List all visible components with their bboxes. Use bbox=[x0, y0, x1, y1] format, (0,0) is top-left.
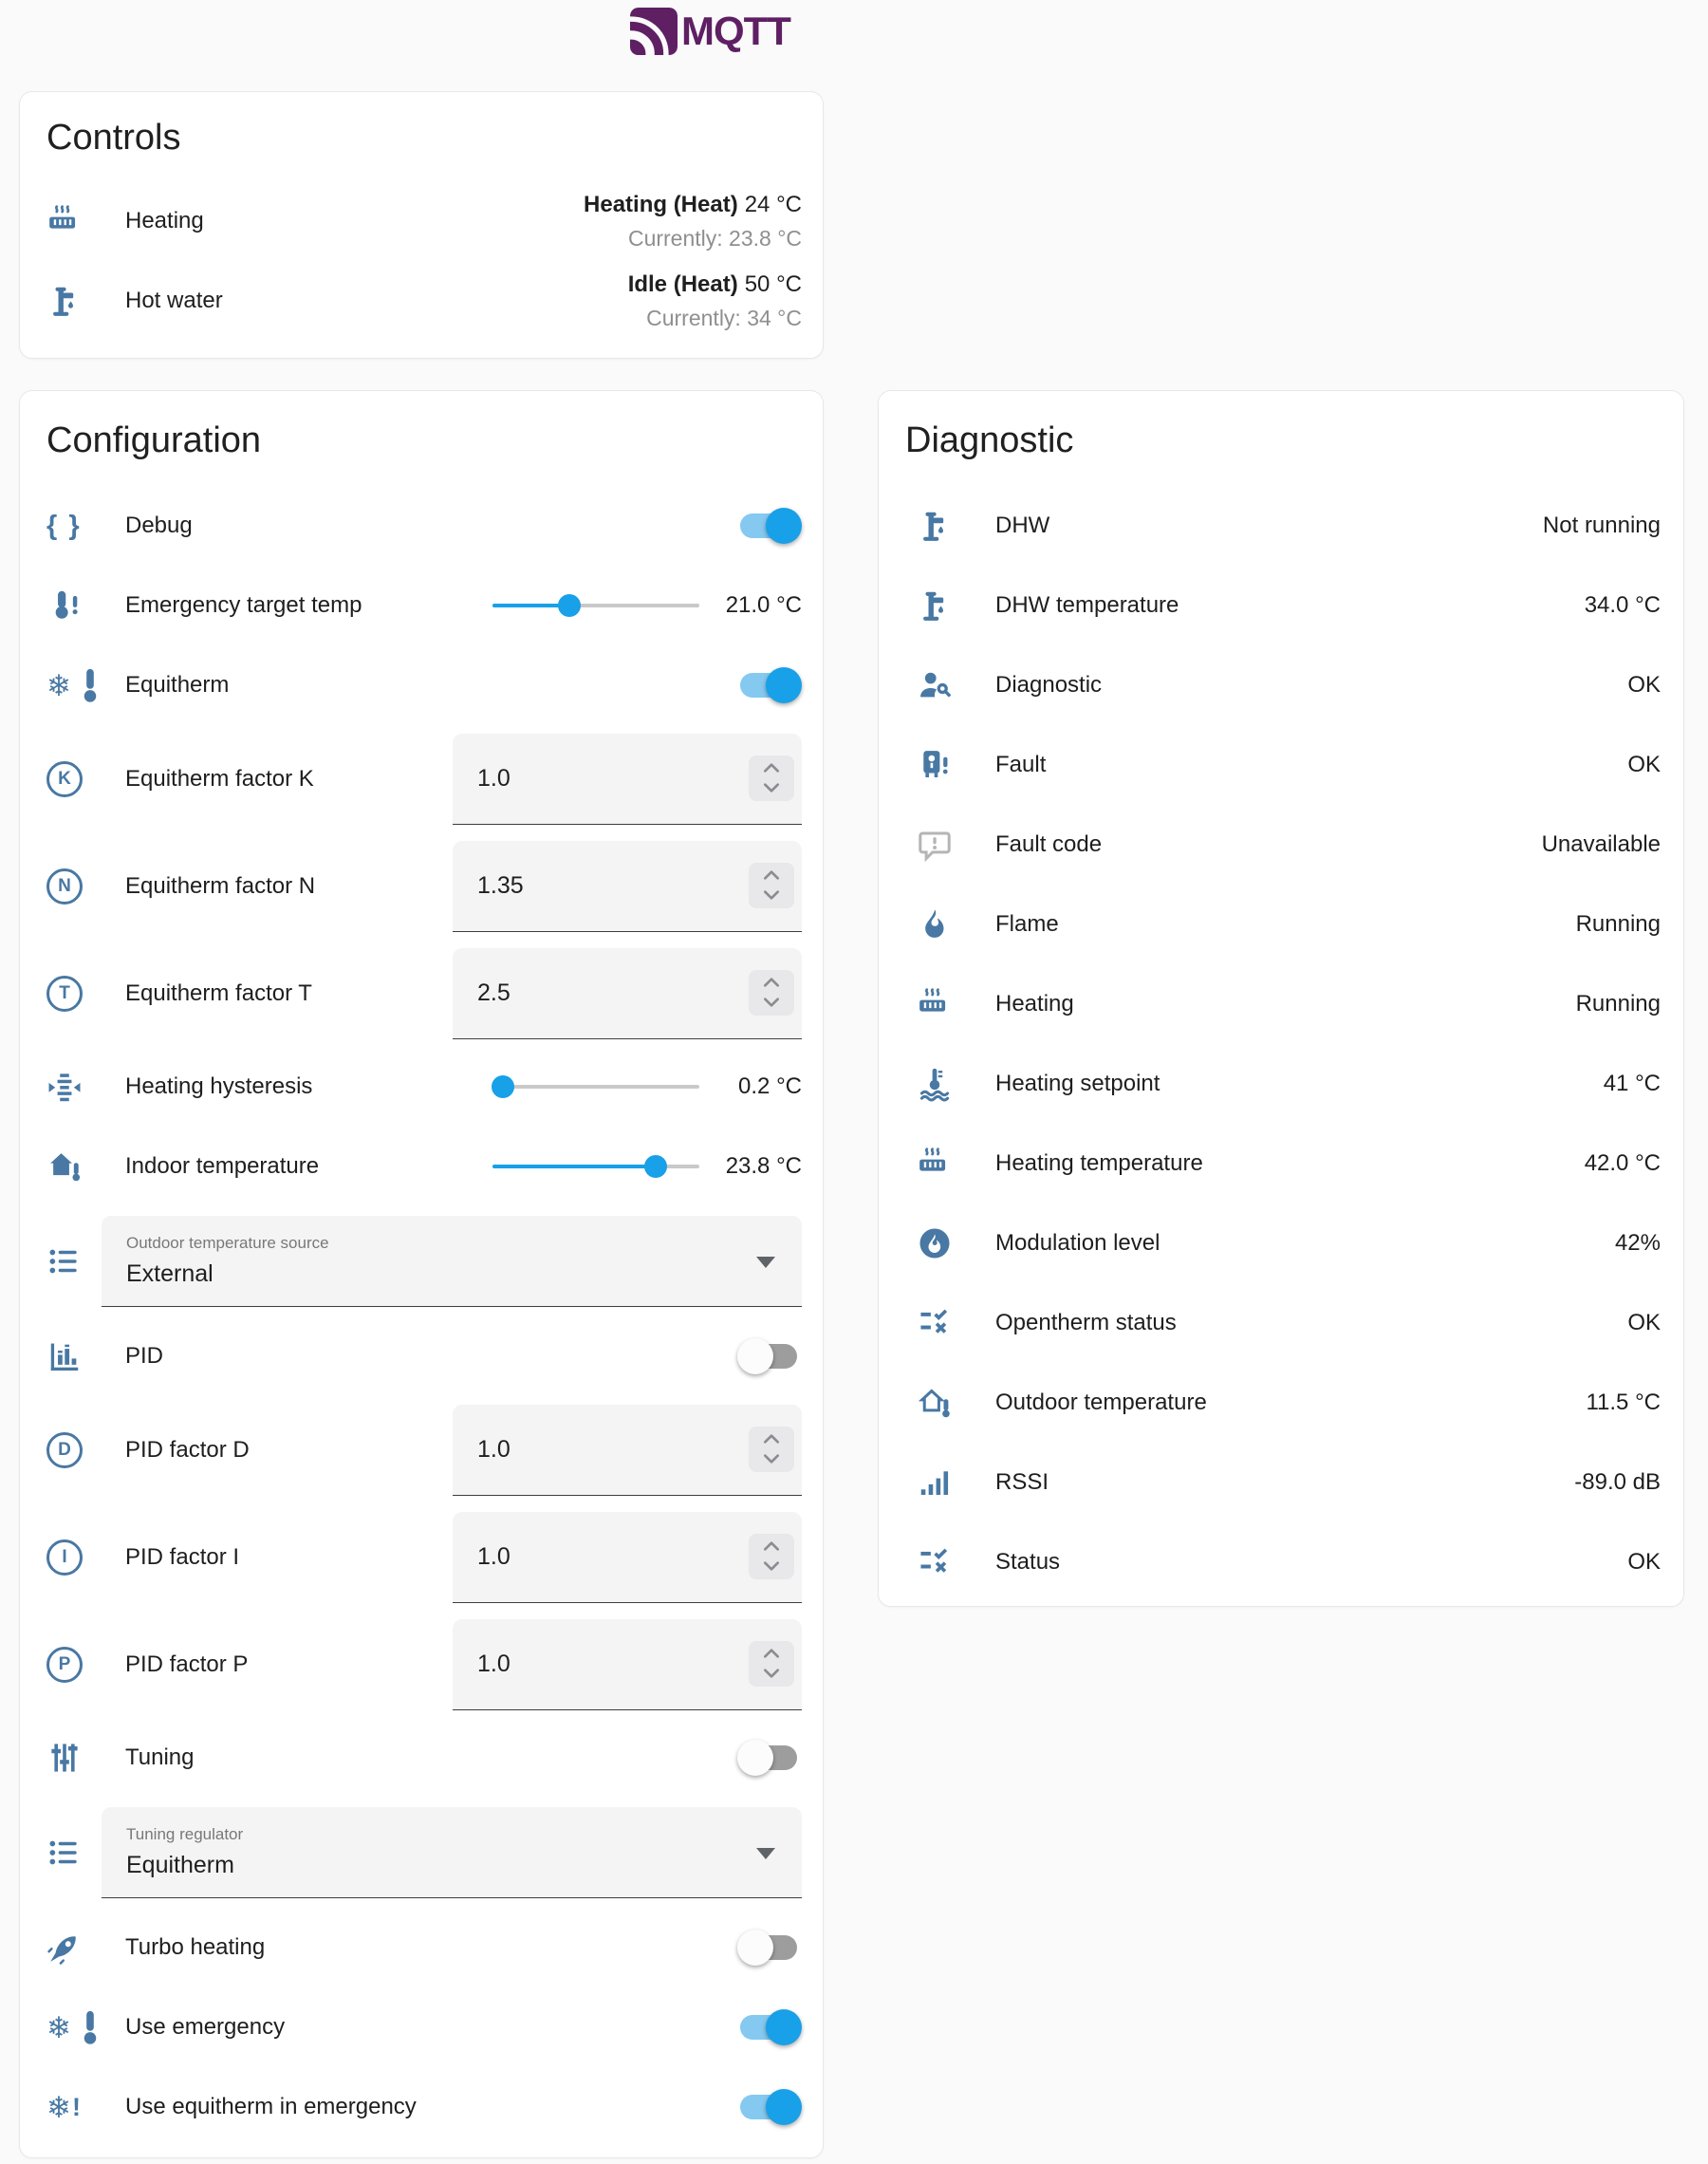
increment-icon[interactable] bbox=[763, 760, 780, 777]
water-pump-icon bbox=[905, 588, 972, 624]
configuration-card bbox=[19, 390, 824, 2158]
pid-factor-d-input[interactable] bbox=[453, 1405, 802, 1496]
row-label: DHW bbox=[995, 513, 1050, 538]
pid-toggle[interactable] bbox=[737, 1337, 802, 1375]
equitherm-factor-k-stepper[interactable] bbox=[749, 756, 794, 801]
toggle-thumb bbox=[766, 2089, 802, 2125]
diag-row-modulation-level bbox=[905, 1203, 1661, 1283]
equitherm-factor-n-input[interactable] bbox=[453, 841, 802, 932]
climate-target-temp: 24 °C bbox=[744, 191, 802, 217]
row-label: PID factor P bbox=[125, 1651, 249, 1677]
row-value: Not running bbox=[1542, 513, 1661, 538]
row-value: 11.5 °C bbox=[1586, 1390, 1661, 1415]
row-value: -89.0 dB bbox=[1574, 1469, 1661, 1495]
code-braces-icon: { } bbox=[46, 510, 82, 541]
row-label: Flame bbox=[995, 911, 1059, 937]
row-label: PID factor I bbox=[125, 1543, 240, 1570]
row-label: Emergency target temp bbox=[125, 592, 362, 618]
row-label: Diagnostic bbox=[995, 672, 1103, 698]
row-value: OK bbox=[1627, 1549, 1661, 1575]
diag-row-dhw bbox=[905, 486, 1661, 566]
diag-row-outdoor-temperature bbox=[905, 1363, 1661, 1443]
turbo-heating-toggle[interactable] bbox=[737, 1929, 802, 1967]
toggle-thumb bbox=[766, 667, 802, 703]
row-label: Use equitherm in emergency bbox=[125, 2094, 417, 2119]
row-label: Heating bbox=[995, 991, 1074, 1017]
row-label: Equitherm factor T bbox=[125, 979, 312, 1006]
row-value: 34.0 °C bbox=[1584, 592, 1661, 618]
control-row-heating[interactable] bbox=[46, 181, 802, 261]
toggle-thumb bbox=[766, 2009, 802, 2045]
home-thermometer-icon bbox=[46, 1148, 102, 1185]
row-label: Modulation level bbox=[995, 1230, 1160, 1256]
number-input-value: 1.0 bbox=[477, 1435, 511, 1463]
config-row-pid-factor-p bbox=[46, 1611, 802, 1718]
row-value: 41 °C bbox=[1603, 1071, 1661, 1096]
message-alert-icon bbox=[905, 827, 972, 863]
row-label: Equitherm bbox=[125, 672, 230, 698]
radiator-icon bbox=[905, 1146, 972, 1182]
dropdown-caret-icon bbox=[756, 1257, 775, 1268]
format-list-bulleted-icon bbox=[46, 1835, 102, 1871]
equitherm-factor-n-stepper[interactable] bbox=[749, 863, 794, 908]
row-label: Heating hysteresis bbox=[125, 1073, 313, 1099]
row-label: RSSI bbox=[995, 1469, 1049, 1495]
emergency-target-temp-slider[interactable] bbox=[492, 587, 699, 625]
slider-fill bbox=[492, 1165, 656, 1168]
config-row-pid-factor-d bbox=[46, 1396, 802, 1503]
account-wrench-icon bbox=[905, 667, 972, 703]
controls-card bbox=[19, 91, 824, 359]
format-list-bulleted-icon bbox=[46, 1243, 102, 1279]
tuning-regulator-select[interactable] bbox=[102, 1807, 802, 1898]
pid-factor-i-input[interactable] bbox=[453, 1512, 802, 1603]
config-row-heating-hysteresis bbox=[46, 1047, 802, 1127]
pid-factor-p-stepper[interactable] bbox=[749, 1641, 794, 1687]
decrement-icon[interactable] bbox=[763, 995, 780, 1012]
config-row-tuning bbox=[46, 1718, 802, 1798]
water-pump-icon bbox=[46, 283, 102, 319]
toggle-thumb bbox=[766, 508, 802, 544]
use-equitherm-in-emergency-toggle[interactable] bbox=[737, 2088, 802, 2126]
number-input-value: 1.0 bbox=[477, 764, 511, 792]
config-row-equitherm-factor-k bbox=[46, 725, 802, 832]
climate-current-temp: Currently: 23.8 °C bbox=[627, 225, 802, 251]
diag-row-heating bbox=[905, 964, 1661, 1044]
pid-factor-p-input[interactable] bbox=[453, 1619, 802, 1710]
snowflake-alert-icon: ❄ ! bbox=[46, 2090, 81, 2124]
row-label: Status bbox=[995, 1549, 1061, 1575]
rocket-icon bbox=[46, 1930, 102, 1966]
equitherm-factor-k-input[interactable] bbox=[453, 734, 802, 825]
home-thermometer-out-icon bbox=[905, 1385, 972, 1421]
equitherm-factor-t-input[interactable] bbox=[453, 948, 802, 1039]
config-row-equitherm-factor-t bbox=[46, 940, 802, 1047]
alpha-i-circle-icon: I bbox=[46, 1539, 102, 1576]
increment-icon[interactable] bbox=[763, 867, 780, 885]
increment-icon[interactable] bbox=[763, 1431, 780, 1448]
fire-icon bbox=[905, 906, 972, 942]
row-value: 42% bbox=[1614, 1230, 1661, 1256]
water-boiler-alert-icon bbox=[905, 747, 972, 783]
row-value: OK bbox=[1627, 1310, 1661, 1335]
control-row-hot-water[interactable] bbox=[46, 261, 802, 341]
config-row-emergency-target-temp bbox=[46, 566, 802, 645]
use-emergency-toggle[interactable] bbox=[737, 2008, 802, 2046]
row-label: Equitherm factor N bbox=[125, 872, 316, 899]
row-label: Fault code bbox=[995, 831, 1103, 857]
climate-state bbox=[628, 268, 802, 335]
slider-value: 0.2 °C bbox=[738, 1073, 802, 1100]
row-label: Heating bbox=[125, 208, 204, 233]
diag-row-heating-setpoint bbox=[905, 1044, 1661, 1124]
alpha-d-circle-icon: D bbox=[46, 1432, 102, 1468]
outdoor-temperature-source-select[interactable] bbox=[102, 1216, 802, 1307]
row-label: Heating temperature bbox=[995, 1150, 1203, 1176]
climate-target-temp: 50 °C bbox=[744, 270, 802, 297]
increment-icon[interactable] bbox=[763, 1646, 780, 1663]
thermometer-water-icon bbox=[905, 1066, 972, 1102]
config-row-debug bbox=[46, 486, 802, 566]
toggle-thumb bbox=[737, 1338, 773, 1374]
radiator-icon bbox=[46, 203, 102, 239]
decrement-icon[interactable] bbox=[763, 1558, 780, 1576]
water-pump-icon bbox=[905, 508, 972, 544]
config-row-pid-factor-i bbox=[46, 1503, 802, 1611]
alpha-t-circle-icon: T bbox=[46, 976, 102, 1012]
select-label: Outdoor temperature source bbox=[126, 1234, 329, 1252]
alpha-n-circle-icon: N bbox=[46, 868, 102, 905]
config-row-equitherm-factor-n bbox=[46, 832, 802, 940]
toggle-thumb bbox=[737, 1740, 773, 1776]
tune-vertical-icon bbox=[46, 1740, 102, 1776]
increment-icon[interactable] bbox=[763, 1539, 780, 1556]
config-row-outdoor-temperature-source bbox=[46, 1206, 802, 1316]
slider-thumb[interactable] bbox=[492, 1075, 514, 1098]
diagnostic-card-title: Diagnostic bbox=[905, 420, 1074, 460]
number-input-value: 1.0 bbox=[477, 1650, 511, 1677]
slider-thumb[interactable] bbox=[644, 1155, 667, 1178]
climate-current-temp: Currently: 34 °C bbox=[646, 305, 802, 330]
decrement-icon[interactable] bbox=[763, 887, 780, 905]
row-value: Running bbox=[1575, 911, 1661, 937]
row-label: Opentherm status bbox=[995, 1310, 1177, 1335]
row-label: Fault bbox=[995, 752, 1047, 777]
climate-state bbox=[584, 188, 802, 255]
fire-circle-icon bbox=[905, 1225, 972, 1261]
indoor-temperature-slider[interactable] bbox=[492, 1147, 699, 1185]
list-status-icon bbox=[905, 1544, 972, 1580]
signal-icon bbox=[905, 1464, 972, 1501]
snowflake-thermometer-icon: ❄ bbox=[46, 2009, 102, 2045]
number-input-value: 1.35 bbox=[477, 871, 524, 899]
diag-row-status bbox=[905, 1522, 1661, 1602]
mqtt-logo bbox=[630, 8, 790, 55]
row-label: Use emergency bbox=[125, 2014, 286, 2040]
select-label: Tuning regulator bbox=[126, 1825, 244, 1843]
row-value: 42.0 °C bbox=[1584, 1150, 1661, 1176]
row-label: Turbo heating bbox=[125, 1934, 266, 1960]
diag-row-heating-temperature bbox=[905, 1124, 1661, 1203]
decrement-icon[interactable] bbox=[763, 1451, 780, 1468]
diagnostic-rows bbox=[905, 486, 1661, 1602]
climate-mode: Idle (Heat) bbox=[627, 270, 738, 297]
alpha-p-circle-icon: P bbox=[46, 1647, 102, 1683]
row-value: Running bbox=[1575, 991, 1661, 1017]
decrement-icon[interactable] bbox=[763, 780, 780, 797]
controls-rows bbox=[46, 181, 802, 341]
pid-factor-i-stepper[interactable] bbox=[749, 1534, 794, 1579]
row-label: Heating setpoint bbox=[995, 1071, 1160, 1096]
thermometer-alert-icon bbox=[46, 588, 102, 624]
config-row-tuning-regulator bbox=[46, 1798, 802, 1908]
config-row-use-equitherm-in-emergency bbox=[46, 2067, 802, 2147]
row-value: OK bbox=[1627, 752, 1661, 777]
row-label: Equitherm factor K bbox=[125, 765, 314, 792]
row-label: Outdoor temperature bbox=[995, 1390, 1207, 1415]
config-row-pid bbox=[46, 1316, 802, 1396]
diag-row-dhw-temperature bbox=[905, 566, 1661, 645]
diag-row-diagnostic bbox=[905, 645, 1661, 725]
config-row-indoor-temperature bbox=[46, 1127, 802, 1206]
row-value: OK bbox=[1627, 672, 1661, 698]
climate-mode: Heating (Heat) bbox=[584, 191, 738, 217]
alpha-k-circle-icon: K bbox=[46, 761, 102, 797]
row-value: Unavailable bbox=[1541, 831, 1661, 857]
climate-state-line bbox=[628, 268, 802, 302]
climate-state-line bbox=[584, 188, 802, 222]
row-label: PID bbox=[125, 1343, 164, 1369]
diag-row-fault bbox=[905, 725, 1661, 805]
radiator-icon bbox=[905, 986, 972, 1022]
slider-value: 21.0 °C bbox=[725, 592, 802, 619]
row-label: Hot water bbox=[125, 288, 223, 313]
dropdown-caret-icon bbox=[756, 1848, 775, 1859]
tuning-toggle[interactable] bbox=[737, 1739, 802, 1777]
row-label: PID factor D bbox=[125, 1436, 250, 1463]
diagnostic-card bbox=[878, 390, 1684, 1607]
number-input-value: 2.5 bbox=[477, 979, 511, 1006]
diag-row-fault-code bbox=[905, 805, 1661, 885]
equitherm-toggle[interactable] bbox=[737, 666, 802, 704]
configuration-rows bbox=[46, 486, 802, 2147]
debug-toggle[interactable] bbox=[737, 507, 802, 545]
config-row-equitherm bbox=[46, 645, 802, 725]
list-status-icon bbox=[905, 1305, 972, 1341]
diag-row-flame bbox=[905, 885, 1661, 964]
slider-value: 23.8 °C bbox=[725, 1153, 802, 1180]
row-label: DHW temperature bbox=[995, 592, 1179, 618]
config-row-use-emergency bbox=[46, 1987, 802, 2067]
mqtt-logo-icon bbox=[630, 8, 678, 55]
arrow-collapse-horizontal-icon bbox=[46, 1069, 102, 1105]
diag-row-rssi bbox=[905, 1443, 1661, 1522]
slider-track bbox=[492, 1085, 699, 1089]
toggle-thumb bbox=[737, 1930, 773, 1966]
select-value: External bbox=[126, 1260, 214, 1287]
diag-row-opentherm-status bbox=[905, 1283, 1661, 1363]
pid-factor-d-stepper[interactable] bbox=[749, 1427, 794, 1472]
row-label: Tuning bbox=[125, 1744, 195, 1770]
number-input-value: 1.0 bbox=[477, 1542, 511, 1570]
configuration-card-title: Configuration bbox=[46, 420, 262, 460]
chart-bar-icon bbox=[46, 1338, 102, 1374]
row-label: Debug bbox=[125, 513, 193, 538]
row-label: Indoor temperature bbox=[125, 1153, 320, 1179]
decrement-icon[interactable] bbox=[763, 1666, 780, 1683]
mqtt-logo-text: MQTT bbox=[681, 9, 790, 53]
heating-hysteresis-slider[interactable] bbox=[492, 1068, 699, 1106]
snowflake-thermometer-icon: ❄ bbox=[46, 667, 102, 703]
increment-icon[interactable] bbox=[763, 975, 780, 992]
select-value: Equitherm bbox=[126, 1852, 234, 1878]
controls-card-title: Controls bbox=[46, 118, 181, 158]
config-row-turbo-heating bbox=[46, 1908, 802, 1987]
equitherm-factor-t-stepper[interactable] bbox=[749, 970, 794, 1016]
slider-thumb[interactable] bbox=[558, 594, 581, 617]
